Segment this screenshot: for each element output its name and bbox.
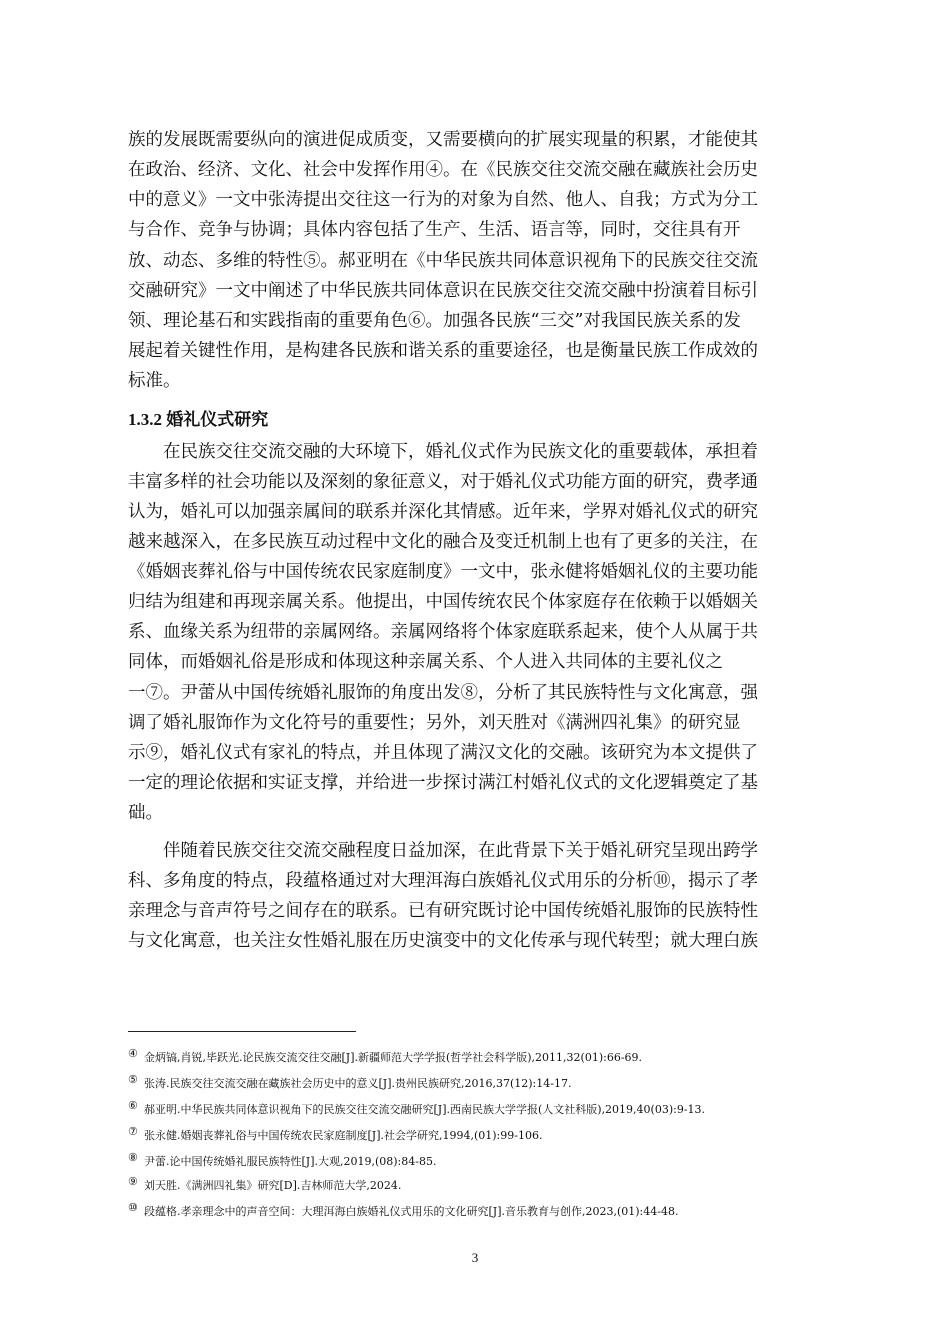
text-line: 同体，而婚姻礼俗是形成和体现这种亲属关系、个人进入共同体的主要礼仪之 bbox=[128, 652, 723, 672]
text-line: 在政治、经济、文化、社会中发挥作用④。在《民族交往交流交融在藏族社会历史 bbox=[128, 160, 758, 180]
text-line: 《婚姻丧葬礼俗与中国传统农民家庭制度》一文中，张永健将婚姻礼仪的主要功能 bbox=[128, 562, 758, 582]
footnote-separator bbox=[128, 1031, 356, 1032]
footnote-text: 刘天胜.《满洲四礼集》研究[D].吉林师范大学,2024. bbox=[144, 1179, 402, 1192]
footnote-item bbox=[128, 1098, 705, 1118]
text-line: 科、多角度的特点，段蕴格通过对大理洱海白族婚礼仪式用乐的分析⑩，揭示了孝 bbox=[128, 871, 758, 891]
footnote-marker: ④ bbox=[128, 1047, 138, 1060]
text-line: 中的意义》一文中张涛提出交往这一行为的对象为自然、他人、自我；方式为分工 bbox=[128, 190, 758, 210]
text-line: 系、血缘关系为纽带的亲属网络。亲属网络将个体家庭联系起来，使个人从属于共 bbox=[128, 622, 758, 642]
footnote-item bbox=[128, 1046, 642, 1066]
footnote-item bbox=[128, 1124, 542, 1144]
footnote-item bbox=[128, 1150, 436, 1170]
footnote-marker: ⑧ bbox=[128, 1151, 138, 1164]
footnote-marker: ⑦ bbox=[128, 1125, 138, 1138]
footnote-text: 郝亚明.中华民族共同体意识视角下的民族交往交流交融研究[J].西南民族大学学报(人文社科版),2019,40(03):9-13. bbox=[144, 1103, 706, 1116]
text-line: 认为，婚礼可以加强亲属间的联系并深化其情感。近年来，学界对婚礼仪式的研究 bbox=[128, 502, 758, 522]
text-line: 交融研究》一文中阐述了中华民族共同体意识在民族交往交流交融中扮演着目标引 bbox=[128, 281, 758, 301]
text-line: 归结为组建和再现亲属关系。他提出，中国传统农民个体家庭存在依赖于以婚姻关 bbox=[128, 592, 758, 612]
footnote-text: 金炳镐,肖锐,毕跃光.论民族交流交往交融[J].新疆师范大学学报(哲学社会科学版),2011,32(01):66-69. bbox=[144, 1051, 643, 1064]
text-line: 础。 bbox=[128, 803, 163, 823]
footnote-marker: ⑩ bbox=[128, 1201, 138, 1214]
text-line: 一⑦。尹蕾从中国传统婚礼服饰的角度出发⑧，分析了其民族特性与文化寓意，强 bbox=[128, 683, 758, 703]
text-line: 亲理念与音声符号之间存在的联系。已有研究既讨论中国传统婚礼服饰的民族特性 bbox=[128, 901, 758, 921]
section-heading: 1.3.2 婚礼仪式研究 bbox=[128, 410, 269, 429]
text-line: 在民族交往交流交融的大环境下，婚礼仪式作为民族文化的重要载体，承担着 bbox=[163, 442, 758, 462]
text-line: 标准。 bbox=[128, 371, 181, 391]
text-line: 越来越深入，在多民族互动过程中文化的融合及变迁机制上也有了更多的关注，在 bbox=[128, 532, 758, 552]
text-line: 领、理论基石和实践指南的重要角色⑥。加强各民族“三交”对我国民族关系的发 bbox=[128, 311, 741, 331]
text-line: 示⑨，婚礼仪式有家礼的特点，并且体现了满汉文化的交融。该研究为本文提供了 bbox=[128, 743, 758, 763]
text-line: 与合作、竞争与协调；具体内容包括了生产、生活、语言等，同时，交往具有开 bbox=[128, 220, 741, 240]
text-line: 丰富多样的社会功能以及深刻的象征意义，对于婚礼仪式功能方面的研究，费孝通 bbox=[128, 472, 758, 492]
text-line: 与文化寓意，也关注女性婚礼服在历史演变中的文化传承与现代转型；就大理白族 bbox=[128, 931, 758, 951]
text-line: 展起着关键性作用，是构建各民族和谐关系的重要途径，也是衡量民族工作成效的 bbox=[128, 341, 758, 361]
text-line: 调了婚礼服饰作为文化符号的重要性；另外，刘天胜对《满洲四礼集》的研究显 bbox=[128, 713, 741, 733]
text-line: 放、动态、多维的特性⑤。郝亚明在《中华民族共同体意识视角下的民族交往交流 bbox=[128, 251, 758, 271]
footnote-marker: ⑤ bbox=[128, 1073, 138, 1086]
footnote-text: 尹蕾.论中国传统婚礼服民族特性[J].大观,2019,(08):84-85. bbox=[144, 1155, 437, 1168]
footnote-marker: ⑨ bbox=[128, 1175, 138, 1188]
text-line: 族的发展既需要纵向的演进促成质变，又需要横向的扩展实现量的积累，才能使其 bbox=[128, 130, 758, 150]
text-line: 一定的理论依据和实证支撑，并给进一步探讨满江村婚礼仪式的文化逻辑奠定了基 bbox=[128, 773, 758, 793]
footnote-item bbox=[128, 1200, 678, 1220]
footnote-item bbox=[128, 1174, 401, 1194]
page-number: 3 bbox=[471, 1250, 479, 1265]
footnote-text: 段蕴格.孝亲理念中的声音空间：大理洱海白族婚礼仪式用乐的文化研究[J].音乐教育与创作,2023,(01):44-48. bbox=[144, 1205, 679, 1218]
footnote-marker: ⑥ bbox=[128, 1099, 138, 1112]
footnote-item bbox=[128, 1072, 571, 1092]
text-line: 伴随着民族交往交流交融程度日益加深，在此背景下关于婚礼研究呈现出跨学 bbox=[163, 841, 758, 861]
footnote-text: 张永健.婚姻丧葬礼俗与中国传统农民家庭制度[J].社会学研究,1994,(01):99-106. bbox=[144, 1129, 543, 1142]
footnote-text: 张涛.民族交往交流交融在藏族社会历史中的意义[J].贵州民族研究,2016,37(12):14-17. bbox=[144, 1077, 572, 1090]
